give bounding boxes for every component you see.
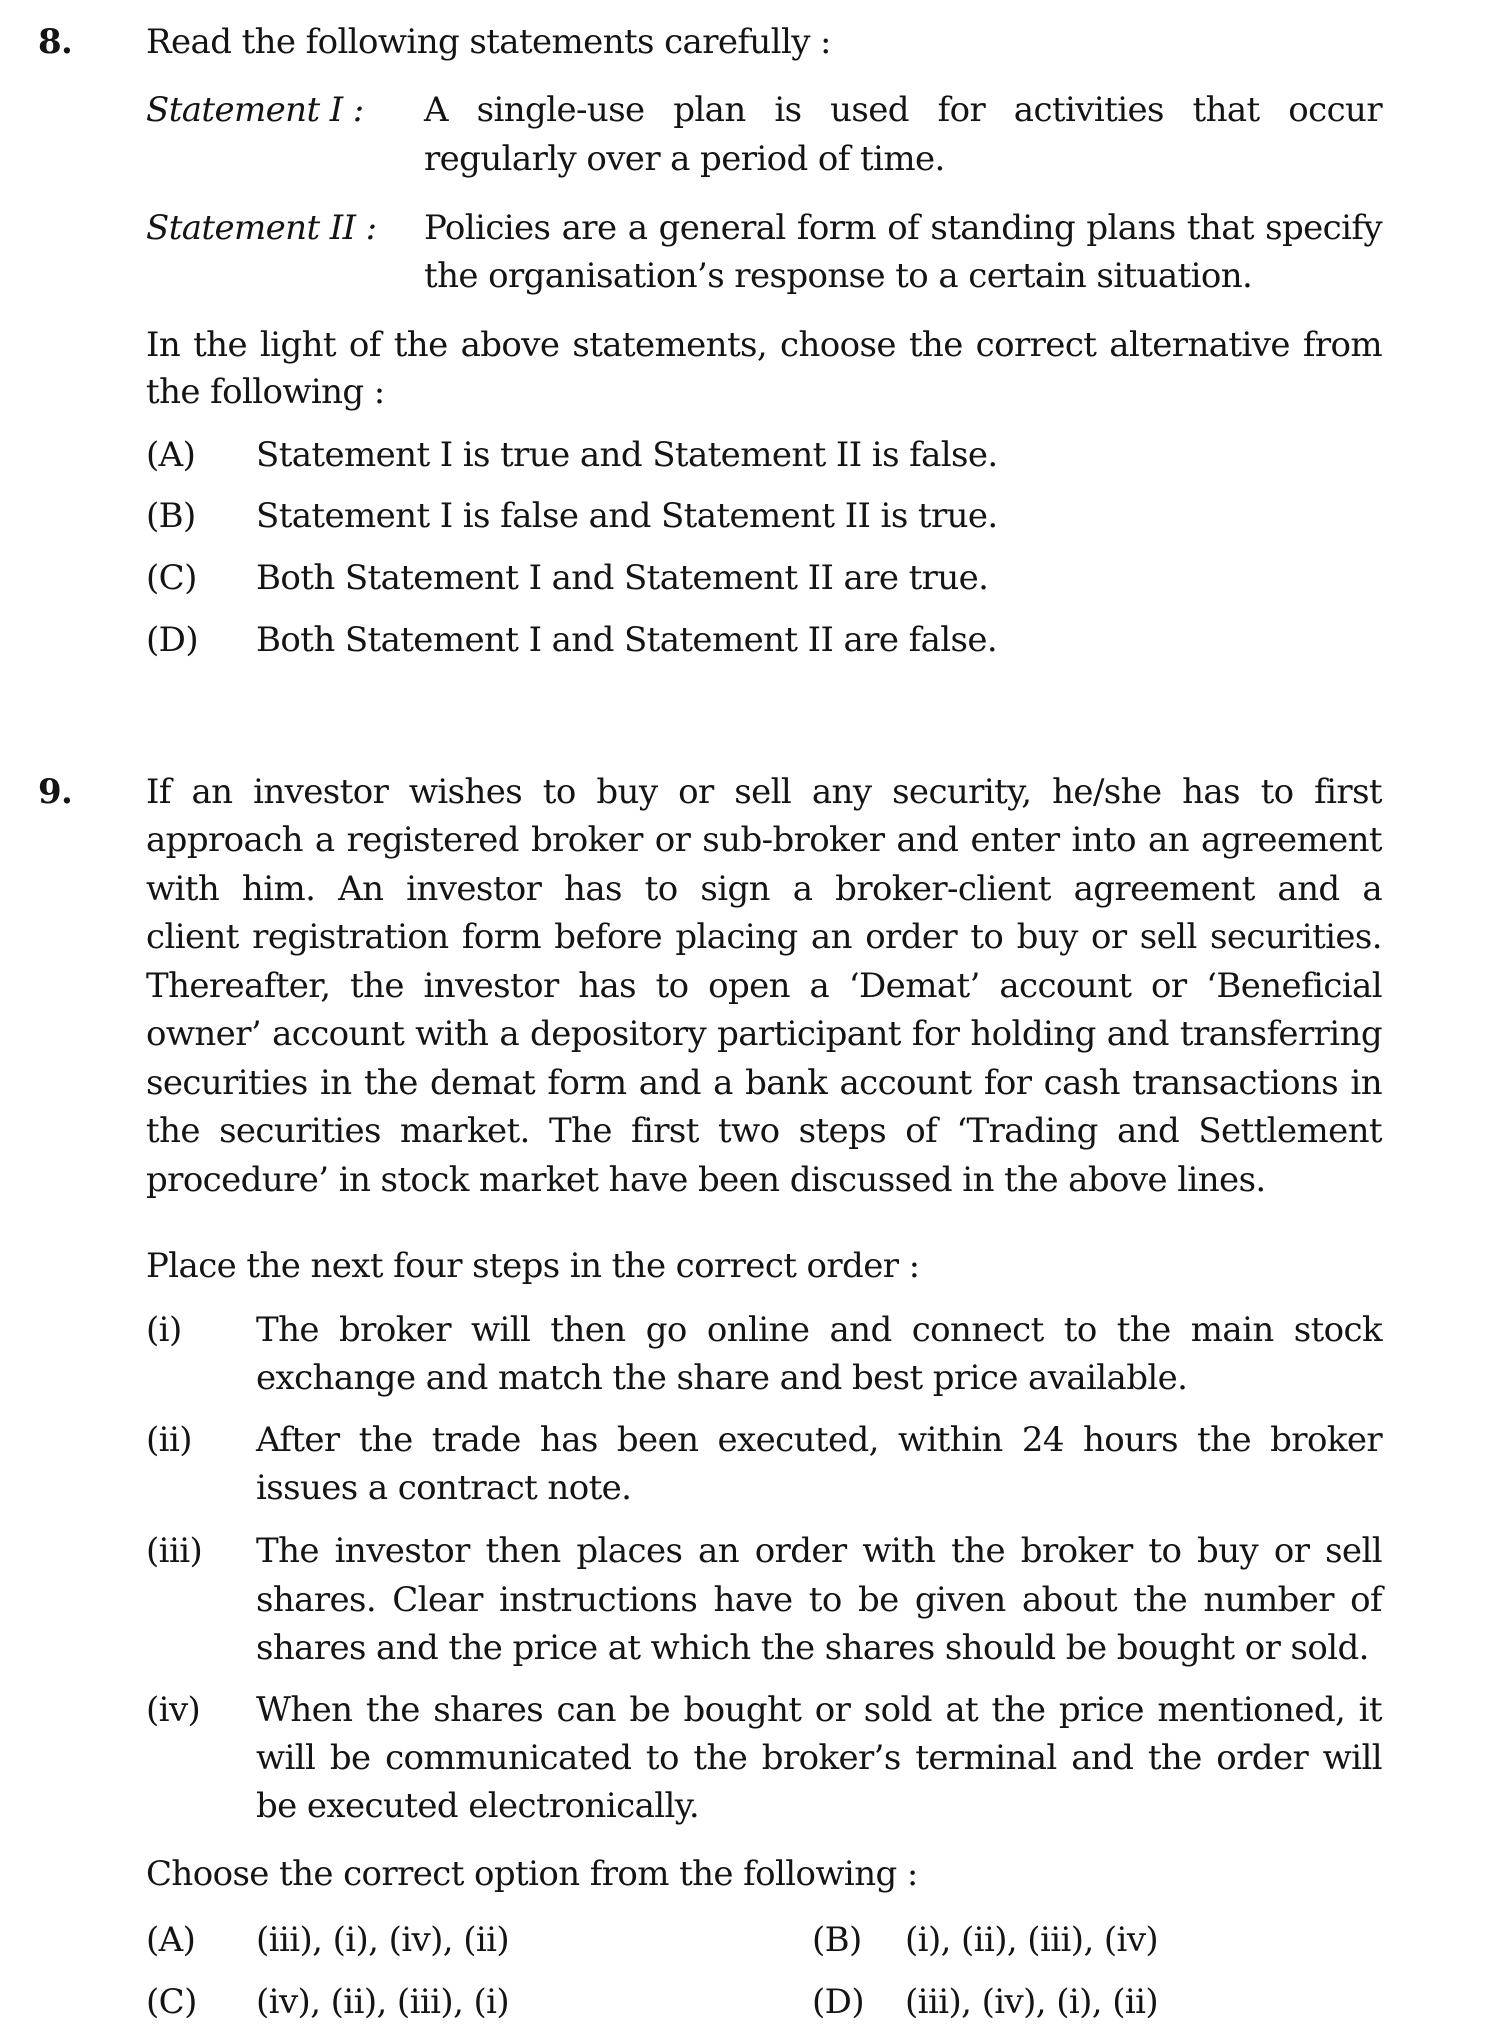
option-text: (i), (ii), (iii), (iv) — [905, 1920, 1159, 1960]
passage-line: client registration form before placing an order to buy or sell securities. — [146, 917, 1382, 957]
step-text: will be communicated to the broker’s terminal and the order will — [256, 1738, 1382, 1778]
instruction-text: In the light of the above statements, choose the correct alternative from — [146, 325, 1382, 365]
step-label: (ii) — [146, 1420, 192, 1460]
option-label: (A) — [146, 435, 196, 475]
statement-text: Policies are a general form of standing plans that specify — [424, 208, 1382, 248]
option-label: (D) — [146, 620, 198, 660]
step-text: issues a contract note. — [256, 1468, 632, 1508]
passage-line: with him. An investor has to sign a broker-client agreement and a — [146, 869, 1382, 909]
option-text: Statement I is false and Statement II is true. — [256, 496, 998, 536]
statement-text: the organisation’s response to a certain situation. — [424, 256, 1253, 296]
question-prompt: Read the following statements carefully : — [146, 22, 831, 62]
passage-line: Thereafter, the investor has to open a ‘Demat’ account or ‘Beneficial — [146, 966, 1382, 1006]
step-text: shares and the price at which the shares should be bought or sold. — [256, 1628, 1369, 1668]
passage-line: approach a registered broker or sub-broker and enter into an agreement — [146, 820, 1382, 860]
passage-line: owner’ account with a depository participant for holding and transferring — [146, 1014, 1382, 1054]
statement-label: Statement II : — [146, 208, 377, 248]
passage-line: procedure’ in stock market have been discussed in the above lines. — [146, 1160, 1266, 1200]
option-label: (C) — [146, 558, 197, 598]
option-label: (B) — [812, 1920, 862, 1960]
passage-line: the securities market. The first two steps of ‘Trading and Settlement — [146, 1111, 1382, 1151]
instruction-text: the following : — [146, 372, 385, 412]
passage-line: securities in the demat form and a bank account for cash transactions in — [146, 1063, 1382, 1103]
option-label: (D) — [812, 1982, 864, 2022]
option-text: Statement I is true and Statement II is false. — [256, 435, 998, 475]
step-label: (iv) — [146, 1690, 201, 1730]
option-text: (iii), (iv), (i), (ii) — [905, 1982, 1159, 2022]
step-text: When the shares can be bought or sold at the price mentioned, it — [256, 1690, 1382, 1730]
statement-label: Statement I : — [146, 90, 364, 130]
step-text: shares. Clear instructions have to be given about the number of — [256, 1580, 1382, 1620]
statement-text: A single-use plan is used for activities that occur — [424, 90, 1382, 130]
statement-text: regularly over a period of time. — [424, 139, 945, 179]
option-label: (B) — [146, 496, 196, 536]
option-label: (A) — [146, 1920, 196, 1960]
option-label: (C) — [146, 1982, 197, 2022]
choose-prompt: Choose the correct option from the following : — [146, 1854, 918, 1894]
option-text: (iii), (i), (iv), (ii) — [256, 1920, 510, 1960]
step-text: The broker will then go online and connect to the main stock — [256, 1310, 1382, 1350]
question-number: 9. — [38, 772, 73, 812]
option-text: Both Statement I and Statement II are true. — [256, 558, 989, 598]
option-text: (iv), (ii), (iii), (i) — [256, 1982, 510, 2022]
passage-line: If an investor wishes to buy or sell any security, he/she has to first — [146, 772, 1382, 812]
step-text: be executed electronically. — [256, 1786, 700, 1826]
step-text: The investor then places an order with the broker to buy or sell — [256, 1531, 1382, 1571]
option-text: Both Statement I and Statement II are false. — [256, 620, 998, 660]
step-label: (iii) — [146, 1531, 203, 1571]
step-text: exchange and match the share and best price available. — [256, 1358, 1188, 1398]
step-label: (i) — [146, 1310, 182, 1350]
steps-prompt: Place the next four steps in the correct order : — [146, 1246, 920, 1286]
question-number: 8. — [38, 22, 73, 62]
step-text: After the trade has been executed, within 24 hours the broker — [256, 1420, 1382, 1460]
